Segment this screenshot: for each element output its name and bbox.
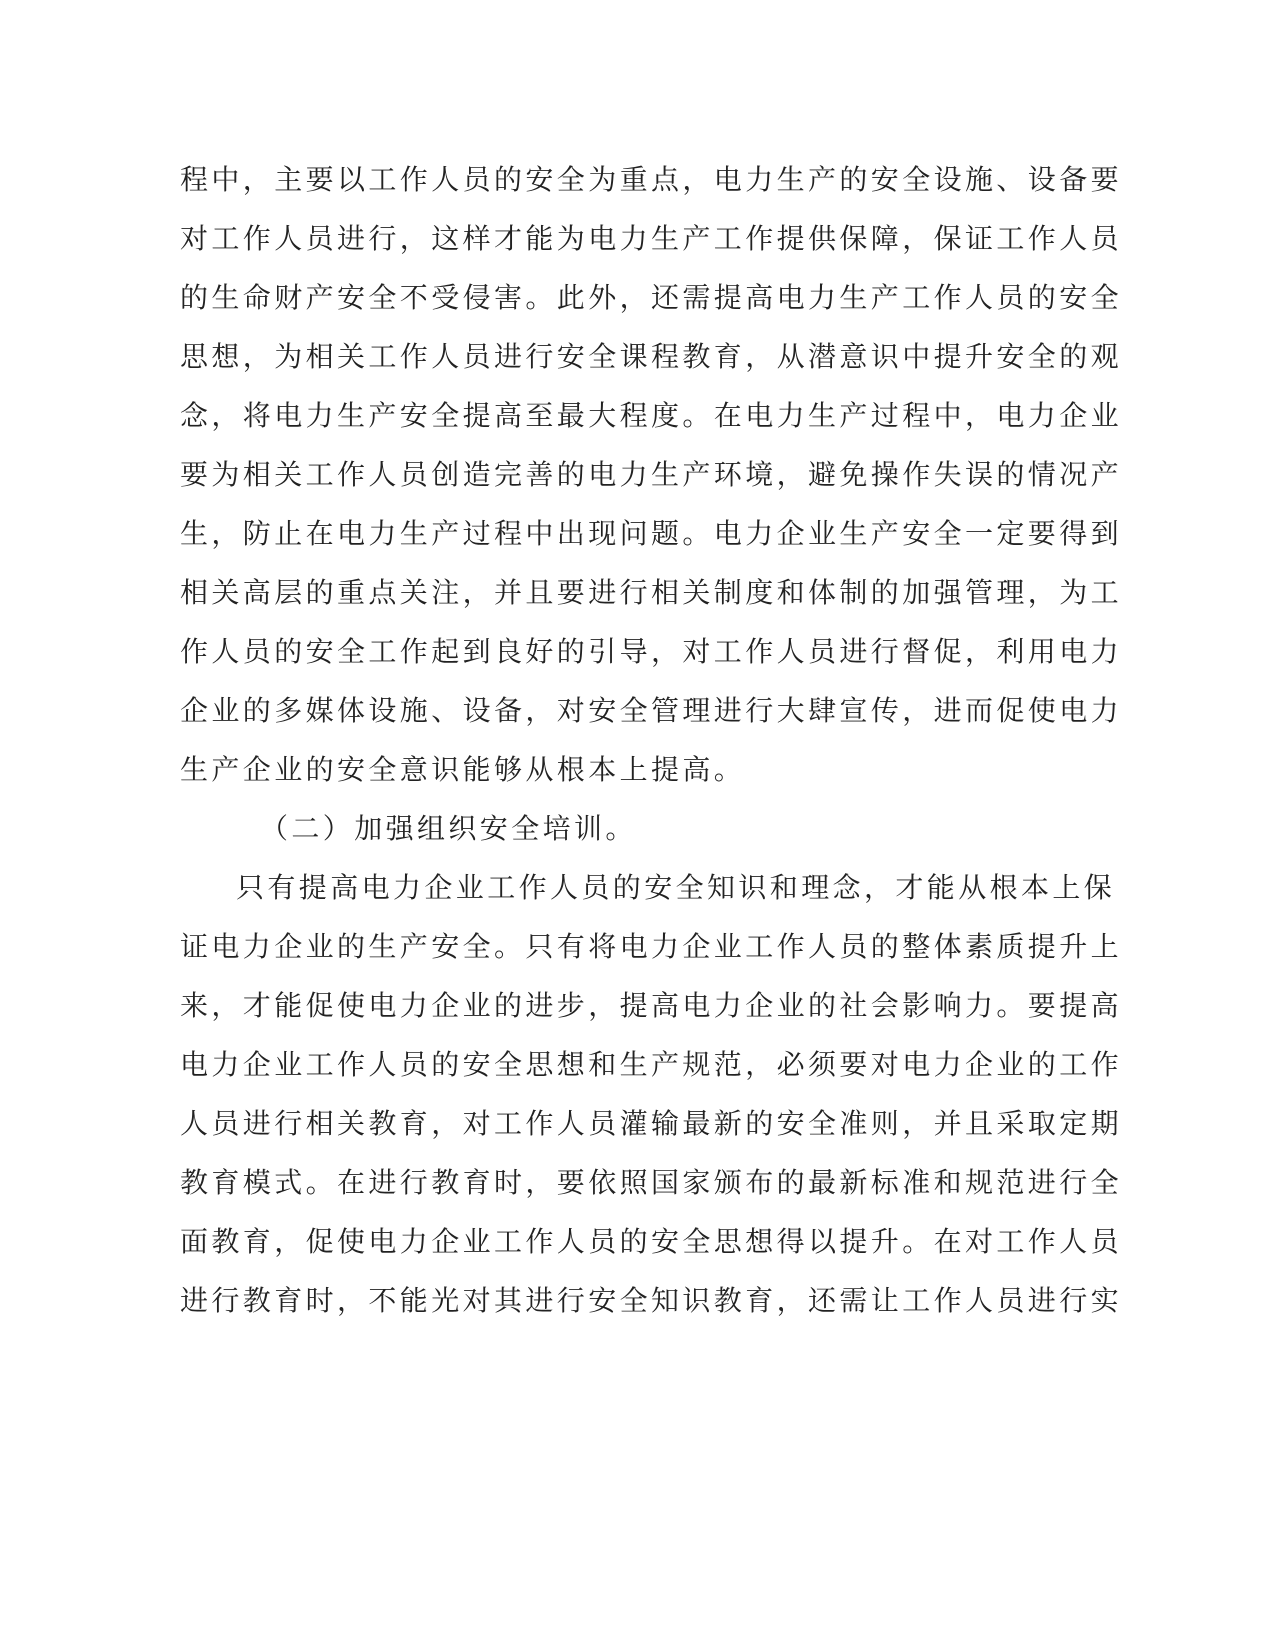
text-line: 生产企业的安全意识能够从根本上提高。 <box>180 753 746 786</box>
text-line: 相关高层的重点关注，并且要进行相关制度和体制的加强管理，为工 <box>180 576 1123 609</box>
section-heading: （二）加强组织安全培训。 <box>260 812 637 845</box>
text-line: 面教育，促使电力企业工作人员的安全思想得以提升。在对工作人员 <box>180 1225 1123 1258</box>
text-line: 只有提高电力企业工作人员的安全知识和理念，才能从根本上保 <box>236 871 1116 904</box>
text-line: 证电力企业的生产安全。只有将电力企业工作人员的整体素质提升上 <box>180 930 1123 963</box>
text-line: 的生命财产安全不受侵害。此外，还需提高电力生产工作人员的安全 <box>180 281 1123 314</box>
text-line: 程中，主要以工作人员的安全为重点，电力生产的安全设施、设备要 <box>180 163 1123 196</box>
text-line: 人员进行相关教育，对工作人员灌输最新的安全准则，并且采取定期 <box>180 1107 1123 1140</box>
text-line: 企业的多媒体设施、设备，对安全管理进行大肆宣传，进而促使电力 <box>180 694 1123 727</box>
paragraph-1 <box>180 150 1180 799</box>
text-line: 思想，为相关工作人员进行安全课程教育，从潜意识中提升安全的观 <box>180 340 1123 373</box>
text-line: 来，才能促使电力企业的进步，提高电力企业的社会影响力。要提高 <box>180 989 1123 1022</box>
text-line: 要为相关工作人员创造完善的电力生产环境，避免操作失误的情况产 <box>180 458 1123 491</box>
text-line: 进行教育时，不能光对其进行安全知识教育，还需让工作人员进行实 <box>180 1284 1123 1317</box>
text-line: 教育模式。在进行教育时，要依照国家颁布的最新标准和规范进行全 <box>180 1166 1123 1199</box>
text-line: 念，将电力生产安全提高至最大程度。在电力生产过程中，电力企业 <box>180 399 1123 432</box>
text-line: 对工作人员进行，这样才能为电力生产工作提供保障，保证工作人员 <box>180 222 1123 255</box>
document-body <box>180 150 1180 1330</box>
text-line: 电力企业工作人员的安全思想和生产规范，必须要对电力企业的工作 <box>180 1048 1123 1081</box>
text-line: 生，防止在电力生产过程中出现问题。电力企业生产安全一定要得到 <box>180 517 1123 550</box>
text-line: 作人员的安全工作起到良好的引导，对工作人员进行督促，利用电力 <box>180 635 1123 668</box>
paragraph-2 <box>180 858 1180 1330</box>
